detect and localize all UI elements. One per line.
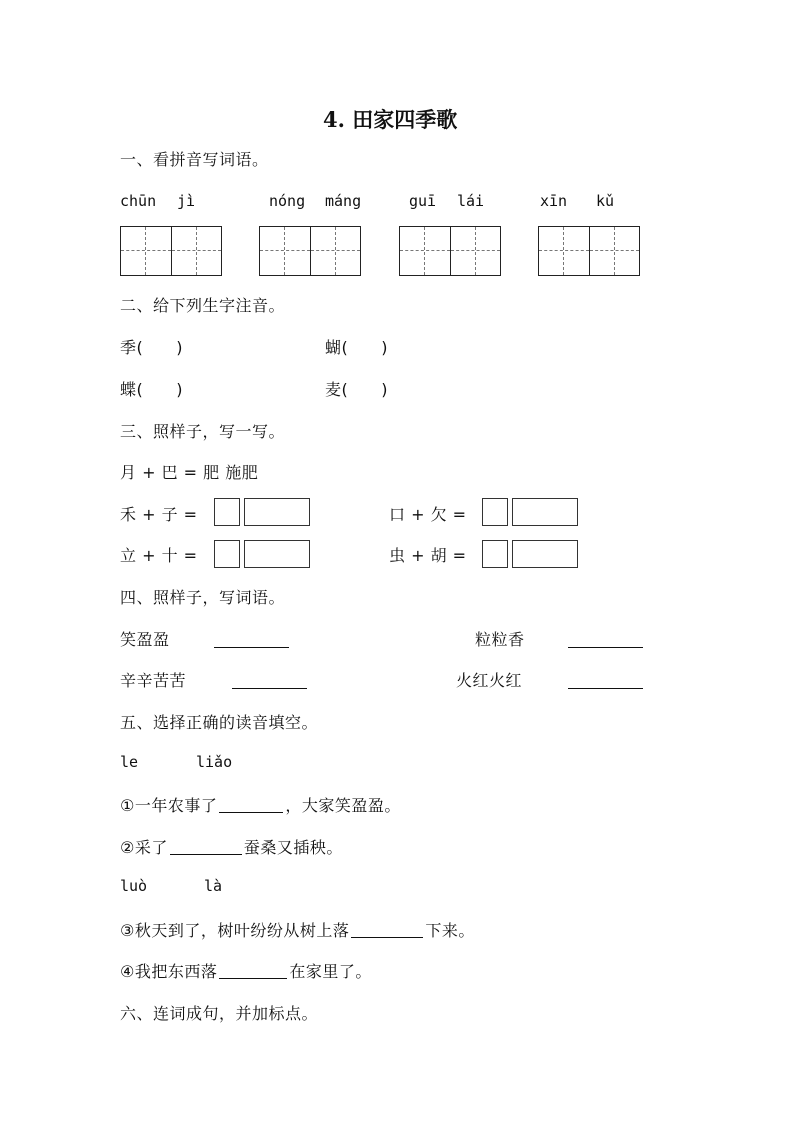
char-box[interactable] [482, 498, 508, 526]
word-box[interactable] [512, 540, 578, 568]
section-2-heading: 二、给下列生字注音。 [120, 296, 286, 315]
question-1-post: ，大家笑盈盈。 [285, 796, 401, 815]
pinyin-3a: guī [409, 192, 437, 210]
char-box[interactable] [214, 540, 240, 568]
tian-cell[interactable] [539, 227, 589, 275]
tian-grid-3[interactable] [399, 226, 501, 276]
answer-blank[interactable] [568, 646, 643, 648]
word-box[interactable] [244, 540, 310, 568]
pinyin-option-le: le [120, 753, 139, 771]
answer-blank[interactable] [214, 646, 289, 648]
question-4-pre: ④我把东西落 [120, 962, 218, 981]
tian-cell[interactable] [121, 227, 171, 275]
pinyin-4b: kǔ [596, 192, 615, 210]
question-4-post: 在家里了。 [289, 962, 372, 981]
answer-blank[interactable] [219, 811, 283, 813]
tian-grid-2[interactable] [259, 226, 361, 276]
compose-item-4: 虫 + 胡 = [389, 546, 467, 565]
tian-cell[interactable] [450, 227, 500, 275]
compose-item-3: 立 + 十 = [120, 546, 198, 565]
example-line: 月 + 巴 = 肥 施肥 [120, 463, 259, 482]
answer-blank[interactable] [232, 687, 307, 689]
pinyin-option-luo: luò [120, 877, 148, 895]
char-box[interactable] [482, 540, 508, 568]
question-3-post: 下来。 [425, 921, 475, 940]
answer-blank[interactable] [568, 687, 643, 689]
question-3-pre: ③秋天到了，树叶纷纷从树上落 [120, 921, 350, 940]
tian-grid-1[interactable] [120, 226, 222, 276]
section-1-heading: 一、看拼音写词语。 [120, 150, 269, 169]
annotate-item-1[interactable]: 季( ) [120, 338, 183, 357]
answer-blank[interactable] [170, 853, 242, 855]
pattern-word-2: 粒粒香 [475, 630, 525, 649]
question-4 [120, 959, 372, 982]
section-4-heading: 四、照样子，写词语。 [120, 588, 286, 607]
tian-cell[interactable] [310, 227, 360, 275]
pattern-word-1: 笑盈盈 [120, 630, 170, 649]
tian-cell[interactable] [589, 227, 639, 275]
tian-cell[interactable] [260, 227, 310, 275]
section-5-heading: 五、选择正确的读音填空。 [120, 713, 319, 732]
compose-item-1: 禾 + 子 = [120, 505, 198, 524]
pattern-word-4: 火红火红 [456, 671, 523, 690]
word-box[interactable] [244, 498, 310, 526]
pinyin-option-la: là [204, 877, 223, 895]
section-3-heading: 三、照样子，写一写。 [120, 422, 286, 441]
question-2-pre: ②采了 [120, 838, 168, 857]
pinyin-4a: xīn [540, 192, 568, 210]
question-1 [120, 793, 401, 816]
pinyin-2a: nóng [269, 192, 306, 210]
pinyin-1b: jì [177, 192, 196, 210]
page-title: 4. 田家四季歌 [323, 107, 458, 132]
answer-blank[interactable] [351, 936, 423, 938]
question-1-pre: ①一年农事了 [120, 796, 218, 815]
tian-cell[interactable] [400, 227, 450, 275]
tian-grid-4[interactable] [538, 226, 640, 276]
annotate-item-4[interactable]: 麦( ) [325, 380, 388, 399]
annotate-item-2[interactable]: 蝴( ) [325, 338, 388, 357]
pinyin-2b: máng [325, 192, 362, 210]
section-6-heading: 六、连词成句，并加标点。 [120, 1004, 319, 1023]
pinyin-1a: chūn [120, 192, 157, 210]
question-2-post: 蚕桑又插秧。 [243, 838, 343, 857]
question-3 [120, 918, 475, 941]
pattern-word-3: 辛辛苦苦 [120, 671, 187, 690]
compose-item-2: 口 + 欠 = [389, 505, 467, 524]
annotate-item-3[interactable]: 蝶( ) [120, 380, 183, 399]
question-2 [120, 835, 343, 858]
pinyin-option-liao: liǎo [196, 753, 233, 771]
tian-cell[interactable] [171, 227, 221, 275]
word-box[interactable] [512, 498, 578, 526]
pinyin-3b: lái [457, 192, 485, 210]
answer-blank[interactable] [219, 977, 287, 979]
char-box[interactable] [214, 498, 240, 526]
